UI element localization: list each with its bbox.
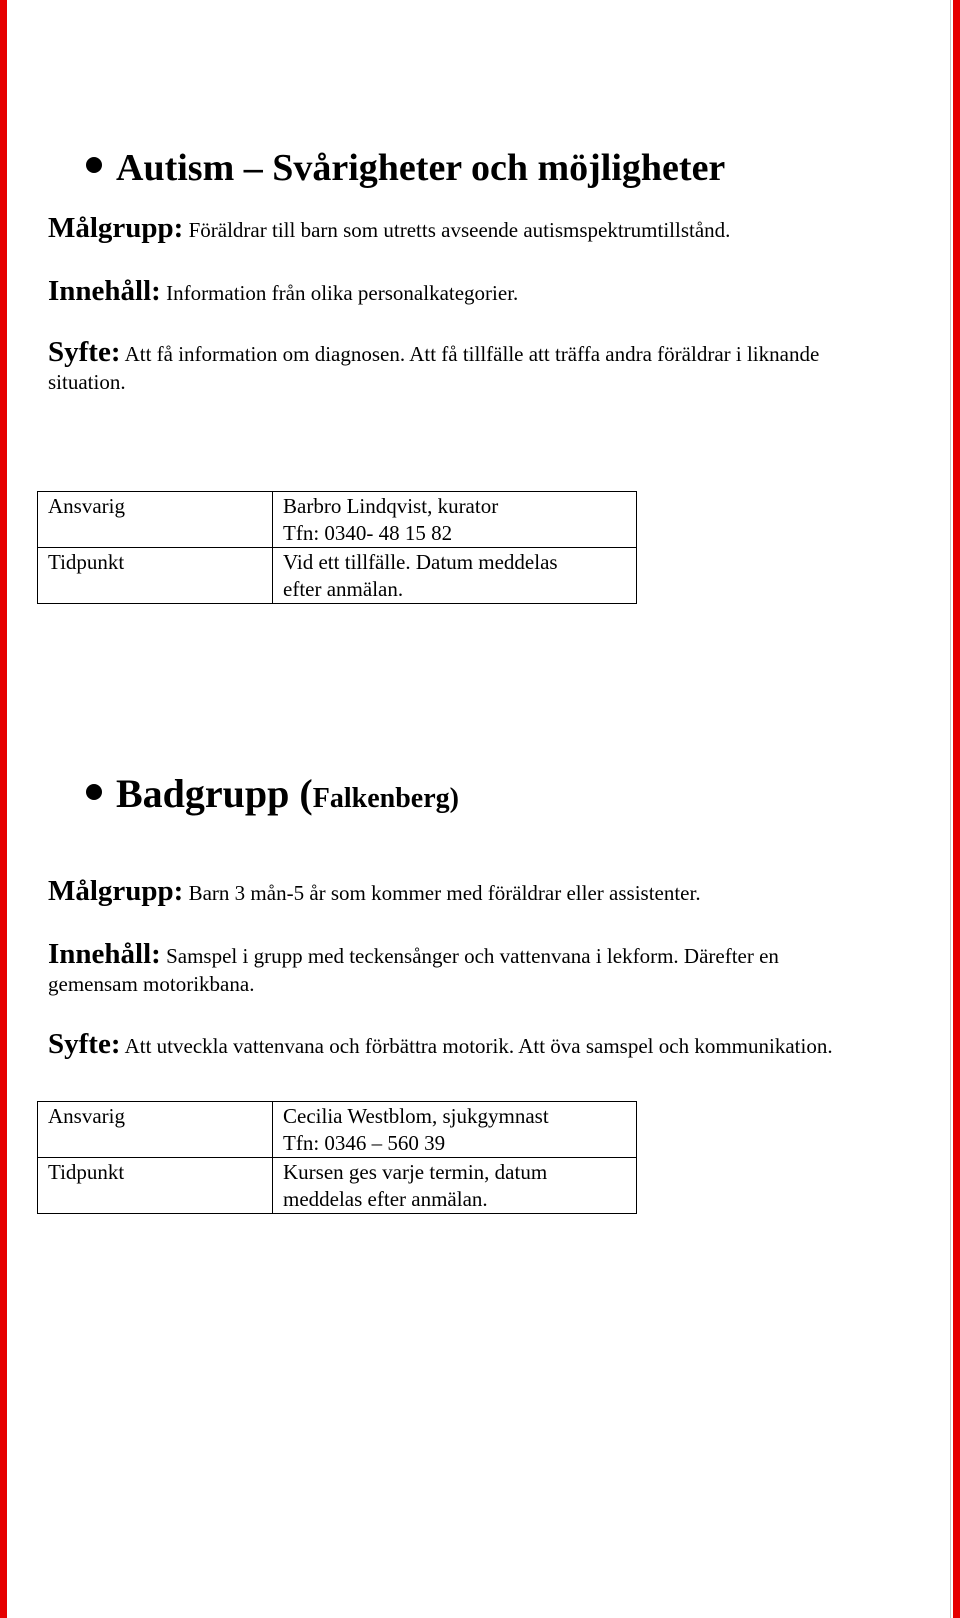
page-border-right-inner: [950, 0, 951, 1618]
responsible-label: Ansvarig: [38, 492, 273, 548]
section-heading-badgrupp: [86, 770, 459, 817]
target-group-label: Målgrupp:: [48, 212, 184, 244]
responsible-phone: Tfn: 0346 – 560 39: [283, 1131, 446, 1155]
purpose-label: Syfte:: [48, 1028, 121, 1060]
responsible-value: [273, 492, 637, 548]
content-text-line2: gemensam motorikbana.: [48, 972, 255, 996]
section-title: Autism – Svårigheter och möjligheter: [116, 147, 726, 189]
info-table: [37, 1101, 637, 1214]
time-label: Tidpunkt: [38, 1158, 273, 1214]
responsible-value: [273, 1102, 637, 1158]
section-title-location: Falkenberg): [312, 783, 459, 814]
purpose-paragraph: [48, 338, 819, 396]
purpose-paragraph: [48, 1030, 833, 1060]
bullet-icon: [86, 157, 102, 173]
page-border-right: [953, 0, 960, 1618]
time-value: [273, 548, 637, 604]
time-label: Tidpunkt: [38, 548, 273, 604]
purpose-text-line1: Att få information om diagnosen. Att få tillfälle att träffa andra föräldrar i liknande: [124, 342, 820, 366]
time-text-line2: efter anmälan.: [283, 577, 404, 601]
table-row: [38, 548, 637, 604]
responsible-name: Barbro Lindqvist, kurator: [283, 494, 499, 518]
target-group-paragraph: [48, 214, 730, 244]
content-paragraph: [48, 277, 518, 307]
bullet-icon: [86, 784, 102, 800]
section-title: Badgrupp (: [116, 771, 313, 816]
content-text-line1: Samspel i grupp med teckensånger och vattenvana i lekform. Därefter en: [166, 944, 779, 968]
time-text-line1: Vid ett tillfälle. Datum meddelas: [283, 550, 558, 574]
purpose-text: Att utveckla vattenvana och förbättra motorik. Att öva samspel och kommunikation.: [124, 1034, 833, 1058]
purpose-text-line2: situation.: [48, 370, 126, 394]
content-label: Innehåll:: [48, 275, 161, 307]
time-value: [273, 1158, 637, 1214]
responsible-name: Cecilia Westblom, sjukgymnast: [283, 1104, 549, 1128]
content-text: Information från olika personalkategorier.: [166, 281, 519, 305]
section-heading-autism: [86, 146, 725, 190]
target-group-text: Barn 3 mån-5 år som kommer med föräldrar eller assistenter.: [188, 881, 701, 905]
target-group-label: Målgrupp:: [48, 875, 184, 907]
content-label: Innehåll:: [48, 938, 161, 970]
content-paragraph: [48, 940, 779, 998]
time-text-line1: Kursen ges varje termin, datum: [283, 1160, 548, 1184]
purpose-label: Syfte:: [48, 336, 121, 368]
info-table: [37, 491, 637, 604]
target-group-text: Föräldrar till barn som utretts avseende autismspektrumtillstånd.: [188, 218, 731, 242]
page-border-left: [0, 0, 7, 1618]
table-row: [38, 492, 637, 548]
target-group-paragraph: [48, 877, 701, 907]
table-row: [38, 1102, 637, 1158]
responsible-label: Ansvarig: [38, 1102, 273, 1158]
table-row: [38, 1158, 637, 1214]
time-text-line2: meddelas efter anmälan.: [283, 1187, 488, 1211]
responsible-phone: Tfn: 0340- 48 15 82: [283, 521, 453, 545]
